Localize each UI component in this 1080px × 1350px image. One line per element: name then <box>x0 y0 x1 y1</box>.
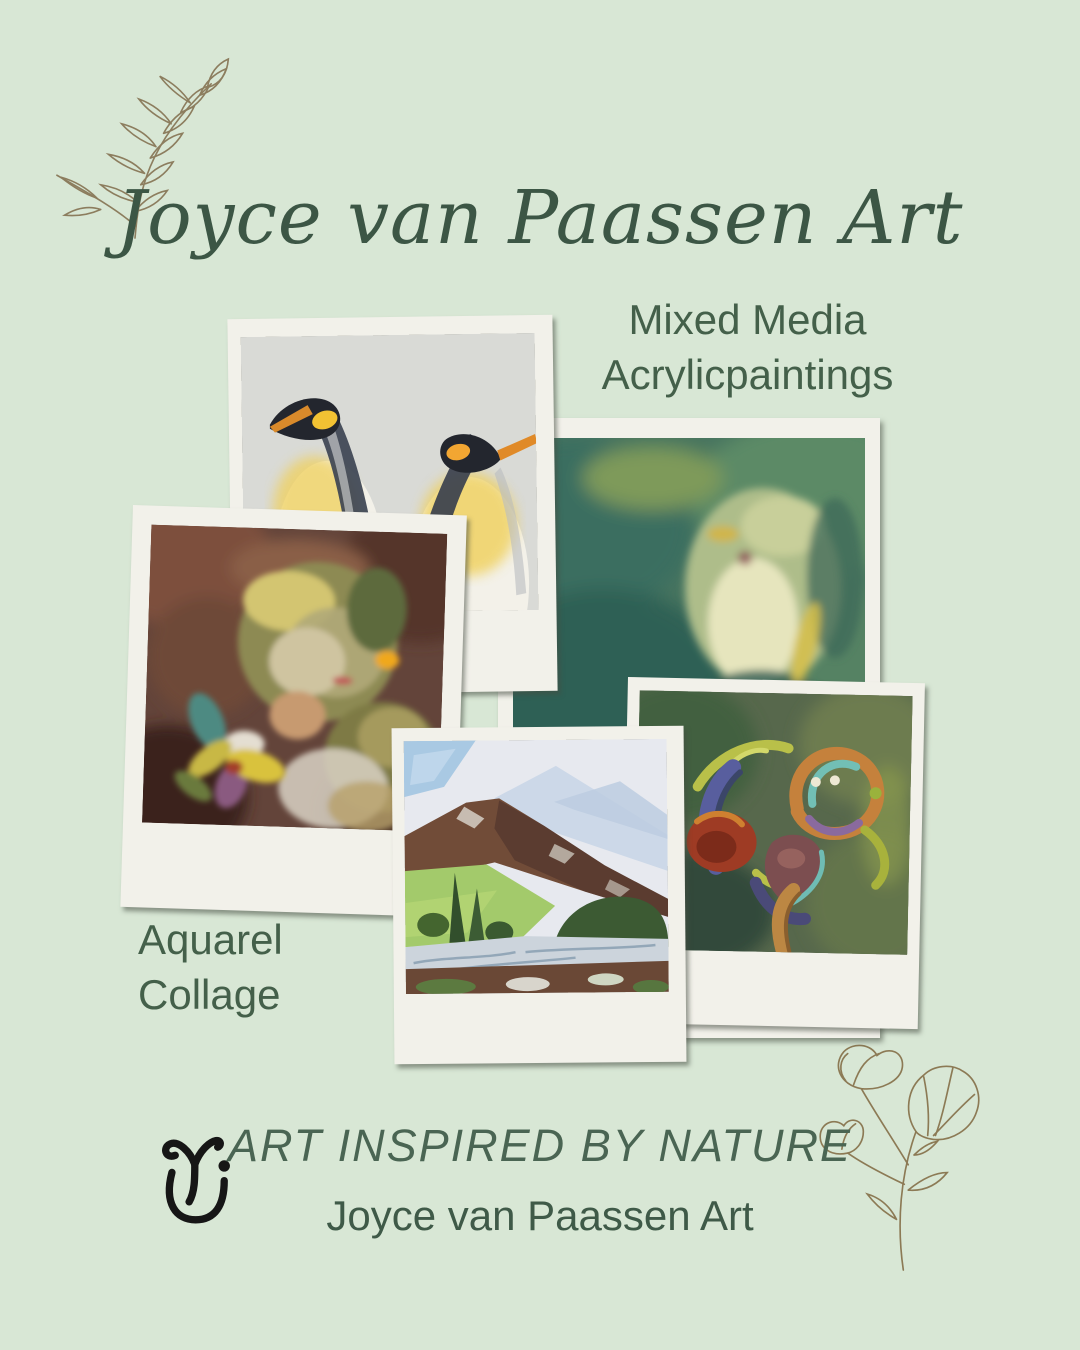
mixed-media-line1: Mixed Media <box>628 296 867 343</box>
mixed-media-line2: Acrylicpaintings <box>601 351 894 398</box>
aquarel-line2: Collage <box>138 971 281 1018</box>
page-title: Joyce van Paassen Art <box>116 175 964 261</box>
mountain-collage-painting <box>404 739 669 994</box>
artist-name: Joyce van Paassen Art <box>326 1192 754 1239</box>
mixed-media-label <box>545 292 950 402</box>
aquarel-line1: Aquarel <box>138 916 283 963</box>
polaroid-mountain-collage <box>392 726 687 1065</box>
tagline: ART INSPIRED BY NATURE <box>227 1120 853 1171</box>
mountain-collage-painting-image <box>404 739 669 994</box>
